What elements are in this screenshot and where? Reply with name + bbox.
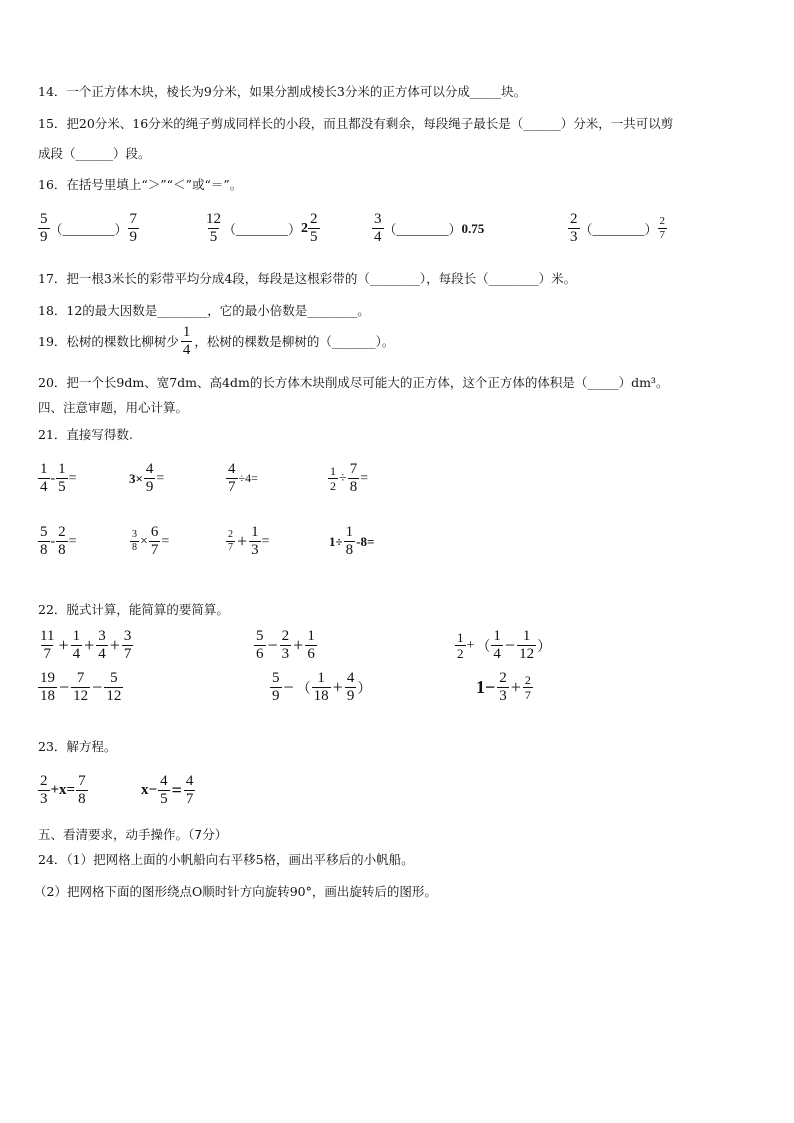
question-19: 19．松树的棵数比柳树少 $\frac{1}{4}$ ，松树的棵数是柳树的（_______）。 — [38, 324, 395, 358]
calc-item: $\frac{4}{7}$ ÷4= — [228, 461, 258, 495]
compare-item-1 — [38, 212, 139, 245]
fraction: $\frac{7}{9}$ — [129, 211, 138, 245]
section-4-heading: 四、注意审题，用心计算。 — [38, 400, 189, 415]
compare-item-4 — [568, 212, 667, 245]
calc-item: 3× $\frac{4}{9}$ = — [129, 461, 165, 495]
expression-f: 1− $\frac{2}{3}$ + $\frac{2}{7}$ — [476, 670, 531, 704]
question-20: 20．把一个长9dm、宽7dm、高4dm的长方体木块削成尽可能大的正方体，这个正方体的体积是（_____）dm³。 — [38, 375, 669, 390]
question-14: 14．一个正方体木块，棱长为9分米，如果分割成棱长3分米的正方体可以分成_____块。 — [38, 84, 527, 99]
question-18: 18．12的最大因数是________，它的最小倍数是________。 — [38, 303, 370, 318]
fraction: $\frac{3}{4}$ — [374, 211, 382, 245]
question-21: 21．直接写得数. — [38, 427, 133, 442]
calc-item: $\frac{1}{2}$ ÷ $\frac{7}{8}$ = — [330, 461, 369, 495]
question-15-line1: 15．把20分米、16分米的绳子剪成同样长的小段，而且都没有剩余，每段绳子最长是（______）分米，一共可以剪 — [38, 116, 674, 131]
fraction: $\frac{2}{7}$ — [659, 215, 666, 241]
calc-item: $\frac{3}{8}$ × $\frac{6}{7}$ = — [132, 524, 170, 558]
fraction: $\frac{5}{9}$ — [40, 211, 48, 245]
answer-blank[interactable]: （________） — [223, 222, 302, 237]
fraction: $\frac{1}{4}$ — [182, 324, 191, 358]
expression-a: $\frac{11}{7}$ + $\frac{1}{4}$ + $\frac{3}{4}$ + $\frac{3}{7}$ — [40, 628, 132, 662]
calc-item: 1÷ $\frac{1}{8}$ -8= — [329, 524, 375, 558]
question-17: 17．把一根3米长的彩带平均分成4段，每段是这根彩带的（________），每段长（________）米。 — [38, 271, 577, 286]
fraction: $\frac{2}{3}$ — [570, 211, 578, 245]
question-23: 23．解方程。 — [38, 739, 117, 754]
fraction: $\frac{12}{5}$ — [206, 211, 221, 245]
answer-blank[interactable]: （________） — [383, 222, 462, 237]
answer-blank[interactable]: （________） — [579, 222, 658, 237]
calc-item: $\frac{5}{8}$ - $\frac{2}{8}$ = — [40, 524, 77, 558]
question-16: 16．在括号里填上“＞”“＜”或“＝”。 — [38, 177, 243, 192]
section-5-heading: 五、看清要求，动手操作。（7分） — [38, 827, 228, 842]
equation-2: x− $\frac{4}{5}$ = $\frac{4}{7}$ — [141, 773, 194, 807]
expression-d: $\frac{19}{18}$ − $\frac{7}{12}$ − $\frac{5}{12}$ — [40, 670, 122, 704]
question-24-part1: 24．（1）把网格上面的小帆船向右平移5格，画出平移后的小帆船。 — [38, 852, 414, 867]
expression-e: $\frac{5}{9}$ − （ $\frac{1}{18}$ + $\frac{4}{9}$ ） — [272, 670, 372, 704]
question-24-part2: （2）把网格下面的图形绕点O顺时针方向旋转90°，画出旋转后的图形。 — [34, 884, 437, 899]
question-15-line2: 成段（______）段。 — [38, 146, 151, 161]
expression-b: $\frac{5}{6}$ − $\frac{2}{3}$ + $\frac{1}{6}$ — [256, 628, 315, 662]
answer-blank[interactable]: （________） — [49, 222, 128, 237]
compare-item-2: $\frac{12}{5}$ （________） 2 $\frac{2}{5}$ — [206, 211, 318, 245]
equation-1: $\frac{2}{3}$ +x= $\frac{7}{8}$ — [40, 773, 86, 807]
fraction: $\frac{2}{5}$ — [310, 211, 318, 245]
compare-item-3: $\frac{3}{4}$ （________） 0.75 — [374, 211, 485, 245]
expression-c: $\frac{1}{2}$ + （ $\frac{1}{4}$ − $\frac{1}{12}$ ） — [457, 628, 552, 662]
calc-item: $\frac{2}{7}$ + $\frac{1}{3}$ = — [228, 524, 270, 558]
question-22: 22．脱式计算，能简算的要简算。 — [38, 602, 229, 617]
calc-item: $\frac{1}{4}$ - $\frac{1}{5}$ = — [40, 461, 77, 495]
